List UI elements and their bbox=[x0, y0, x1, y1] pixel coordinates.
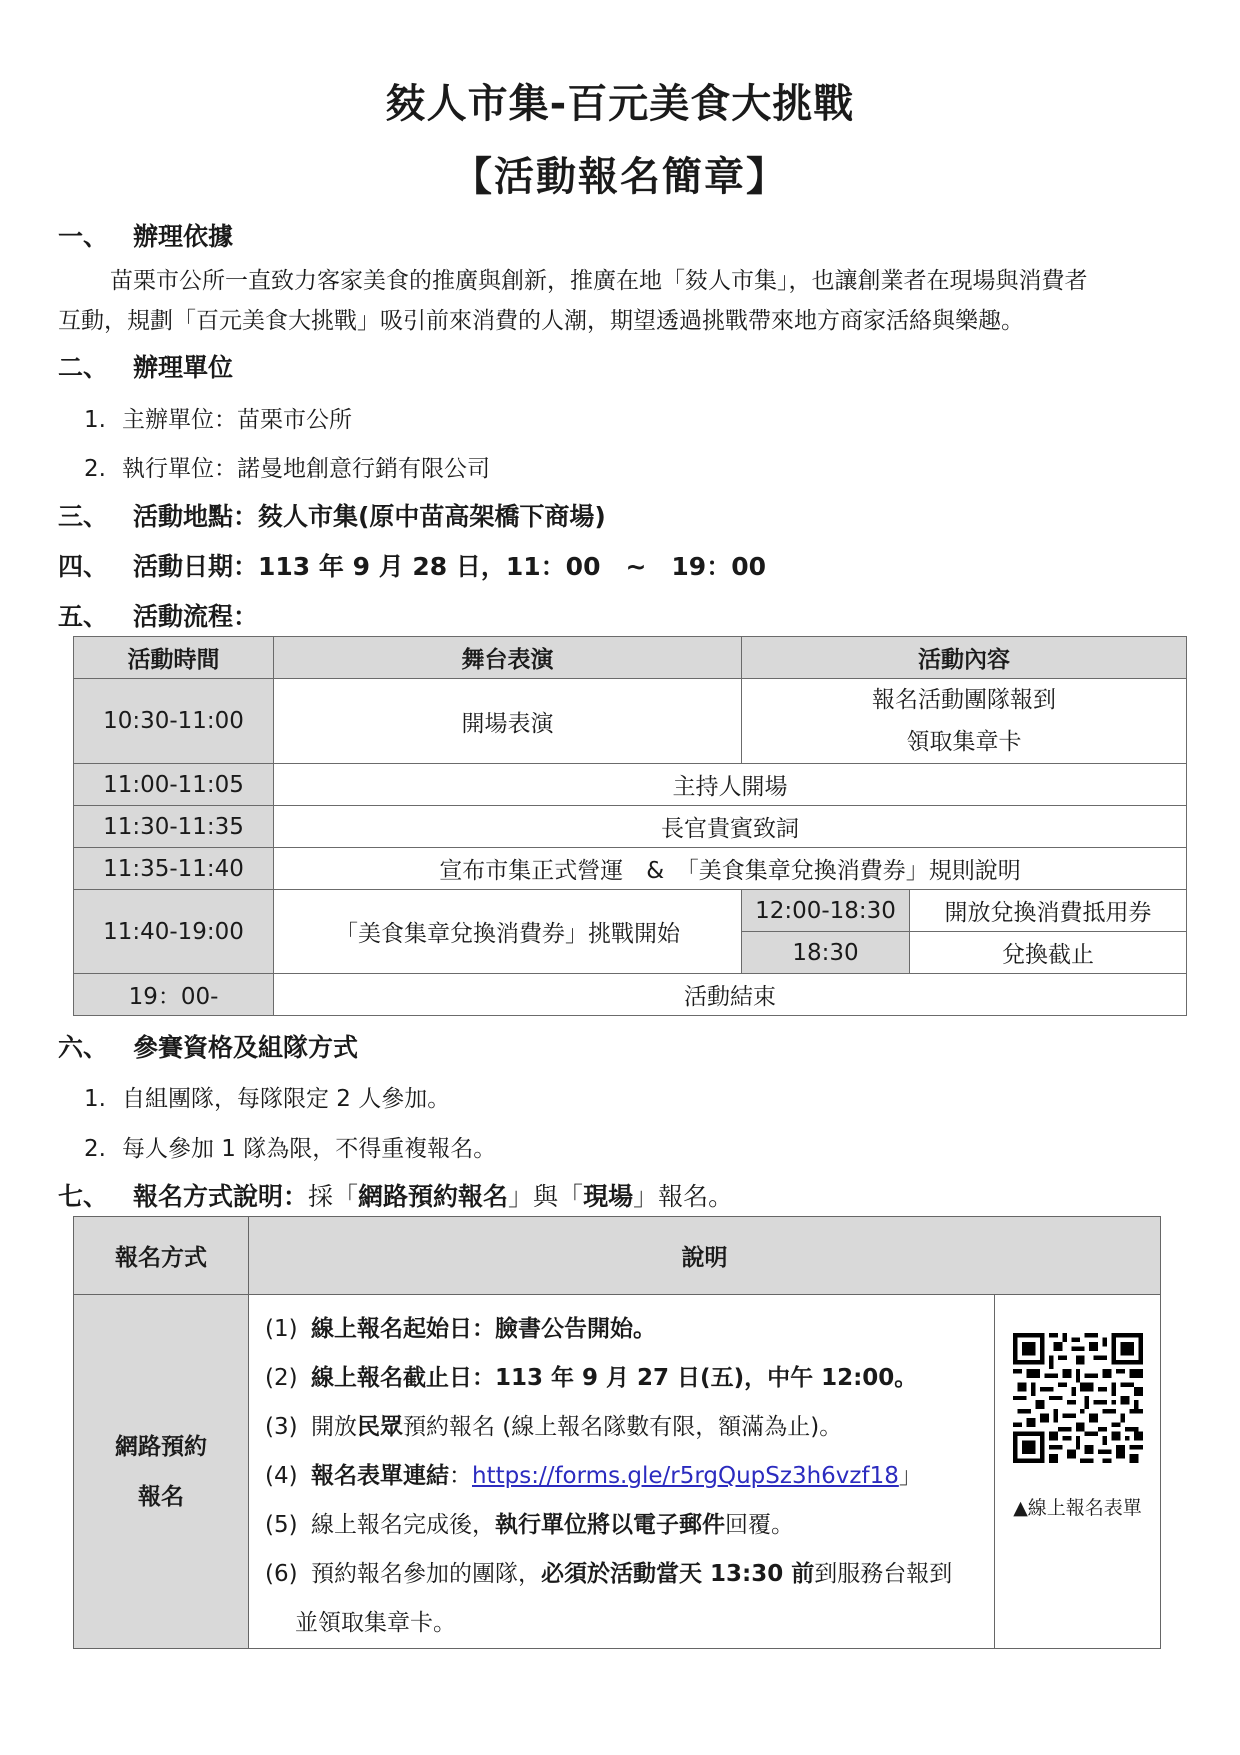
list-text: 執行單位：諾曼地創意行銷有限公司 bbox=[122, 456, 490, 482]
sub-time-cell: 18:30 bbox=[742, 932, 910, 974]
stage-cell: 「美食集章兌換消費券」挑戰開始 bbox=[274, 890, 742, 974]
section-7-heading bbox=[58, 1177, 733, 1213]
list-item bbox=[84, 1130, 496, 1163]
desc-item-continuation: 並領取集章卡。 bbox=[295, 1610, 456, 1636]
item-index: (1) bbox=[265, 1316, 298, 1342]
table-row bbox=[74, 974, 1187, 1016]
document-subtitle: 【活動報名簡章】 bbox=[452, 154, 788, 200]
item-text: 預約報名參加的團隊， bbox=[311, 1561, 541, 1587]
schedule-table bbox=[73, 636, 1187, 1016]
item-text: 」 bbox=[898, 1463, 922, 1489]
table-row bbox=[74, 764, 1187, 806]
table-header-row bbox=[74, 1217, 1161, 1295]
list-number: 2. bbox=[84, 456, 106, 482]
section-title: 活動地點：㩼人市集(原中苗高架橋下商場) bbox=[133, 502, 606, 531]
time-cell: 19：00- bbox=[74, 974, 274, 1016]
desc-item bbox=[265, 1354, 994, 1403]
item-text: 線上報名完成後， bbox=[311, 1512, 495, 1538]
list-text: 自組團隊，每隊限定 2 人參加。 bbox=[122, 1086, 451, 1112]
qr-caption: ▲線上報名表單 bbox=[1013, 1497, 1142, 1519]
list-item bbox=[84, 401, 352, 434]
item-index: (2) bbox=[265, 1365, 298, 1391]
item-text: 回覆。 bbox=[725, 1512, 794, 1538]
sub-time-cell: 12:00-18:30 bbox=[742, 890, 910, 932]
item-text: 線上報名起始日：臉書公告開始。 bbox=[311, 1316, 656, 1342]
section-5-heading bbox=[58, 597, 258, 633]
merged-cell: 主持人開場 bbox=[274, 764, 1187, 806]
registration-form-link[interactable]: https://forms.gle/r5rgQupSz3h6vzf18 bbox=[472, 1463, 899, 1489]
header-cell: 活動時間 bbox=[74, 637, 274, 679]
table-row bbox=[74, 848, 1187, 890]
registration-table bbox=[73, 1216, 1161, 1649]
time-cell: 11:40-19:00 bbox=[74, 890, 274, 974]
item-bold: 必須於活動當天 13:30 前 bbox=[541, 1561, 815, 1587]
list-number: 2. bbox=[84, 1136, 106, 1162]
list-number: 1. bbox=[84, 407, 106, 433]
method-line: 報名 bbox=[138, 1483, 184, 1510]
section-title: 辦理依據 bbox=[133, 222, 234, 251]
table-row bbox=[74, 806, 1187, 848]
header-cell: 說明 bbox=[249, 1217, 1161, 1295]
merged-cell: 宣布市集正式營運 & 「美食集章兌換消費券」規則說明 bbox=[274, 848, 1187, 890]
table-row bbox=[74, 890, 1187, 932]
time-cell: 10:30-11:00 bbox=[74, 679, 274, 764]
sub-content-cell: 兌換截止 bbox=[910, 932, 1187, 974]
merged-cell: 活動結束 bbox=[274, 974, 1187, 1016]
lead-text: 採「 bbox=[308, 1182, 359, 1211]
desc-item bbox=[265, 1305, 994, 1354]
header-cell: 舞台表演 bbox=[274, 637, 742, 679]
header-cell: 活動內容 bbox=[742, 637, 1187, 679]
content-line: 報名活動團隊報到 bbox=[872, 687, 1056, 713]
item-index: (5) bbox=[265, 1512, 298, 1538]
section-title: 辦理單位 bbox=[133, 353, 234, 382]
sub-content-cell: 開放兌換消費抵用券 bbox=[910, 890, 1187, 932]
list-text: 每人參加 1 隊為限，不得重複報名。 bbox=[122, 1136, 497, 1162]
method-line: 網路預約 bbox=[115, 1433, 207, 1460]
desc-item bbox=[265, 1452, 994, 1501]
section-title: 活動流程： bbox=[133, 602, 259, 631]
header-cell: 報名方式 bbox=[74, 1217, 249, 1295]
time-cell: 11:35-11:40 bbox=[74, 848, 274, 890]
stage-cell: 開場表演 bbox=[274, 679, 742, 764]
list-text: 主辦單位：苗栗市公所 bbox=[122, 407, 352, 433]
section-1-paragraph-line1: 苗栗市公所一直致力客家美食的推廣與創新，推廣在地「㩼人市集」，也讓創業者在現場與消費者 bbox=[110, 268, 1088, 294]
item-bold: 民眾 bbox=[357, 1414, 403, 1440]
section-number: 四、 bbox=[58, 552, 109, 581]
item-index: (6) bbox=[265, 1561, 298, 1587]
item-index: (4) bbox=[265, 1463, 298, 1489]
table-row bbox=[74, 1295, 1161, 1649]
document-title: 㩼人市集-百元美食大挑戰 bbox=[385, 81, 855, 127]
section-number: 一、 bbox=[58, 222, 109, 251]
section-title: 參賽資格及組隊方式 bbox=[133, 1033, 359, 1062]
section-4-heading bbox=[58, 547, 766, 583]
description-cell bbox=[249, 1295, 995, 1649]
qr-code-icon[interactable] bbox=[1013, 1333, 1143, 1463]
item-text: 預約報名 (線上報名隊數有限，額滿為止)。 bbox=[403, 1414, 843, 1440]
section-number: 二、 bbox=[58, 353, 109, 382]
table-header-row bbox=[74, 637, 1187, 679]
time-cell: 11:00-11:05 bbox=[74, 764, 274, 806]
list-number: 1. bbox=[84, 1086, 106, 1112]
item-bold: 執行單位將以電子郵件 bbox=[495, 1512, 725, 1538]
section-number: 七、 bbox=[58, 1182, 109, 1211]
section-title: 報名方式說明： bbox=[133, 1182, 309, 1211]
section-number: 六、 bbox=[58, 1033, 109, 1062]
lead-text: 」報名。 bbox=[633, 1182, 734, 1211]
desc-item bbox=[265, 1501, 994, 1550]
item-text: 到服務台報到 bbox=[814, 1561, 953, 1587]
lead-text: 」與「 bbox=[508, 1182, 584, 1211]
content-line: 領取集章卡 bbox=[906, 729, 1022, 755]
item-bold: 報名表單連結 bbox=[311, 1463, 449, 1489]
section-6-heading bbox=[58, 1028, 358, 1064]
item-text: ： bbox=[449, 1463, 472, 1489]
lead-bold: 網路預約報名 bbox=[358, 1182, 509, 1211]
section-2-heading bbox=[58, 348, 233, 384]
section-number: 三、 bbox=[58, 502, 109, 531]
table-row bbox=[74, 679, 1187, 764]
list-item bbox=[84, 1080, 450, 1113]
content-cell bbox=[742, 679, 1187, 764]
item-text: 線上報名截止日：113 年 9 月 27 日(五)，中午 12:00。 bbox=[311, 1365, 918, 1391]
item-index: (3) bbox=[265, 1414, 298, 1440]
section-3-heading bbox=[58, 497, 606, 533]
desc-item bbox=[265, 1403, 994, 1452]
section-1-heading bbox=[58, 217, 233, 253]
list-item bbox=[84, 450, 490, 483]
item-text: 開放 bbox=[311, 1414, 357, 1440]
desc-item bbox=[265, 1550, 994, 1599]
lead-bold: 現場 bbox=[583, 1182, 634, 1211]
section-1-paragraph-line2: 互動，規劃「百元美食大挑戰」吸引前來消費的人潮，期望透過挑戰帶來地方商家活絡與樂趣。 bbox=[58, 308, 1024, 334]
section-title: 活動日期：113 年 9 月 28 日，11：00 ~ 19：00 bbox=[133, 552, 766, 581]
section-number: 五、 bbox=[58, 602, 109, 631]
time-cell: 11:30-11:35 bbox=[74, 806, 274, 848]
method-cell bbox=[74, 1295, 249, 1649]
qr-cell bbox=[995, 1295, 1161, 1649]
merged-cell: 長官貴賓致詞 bbox=[274, 806, 1187, 848]
